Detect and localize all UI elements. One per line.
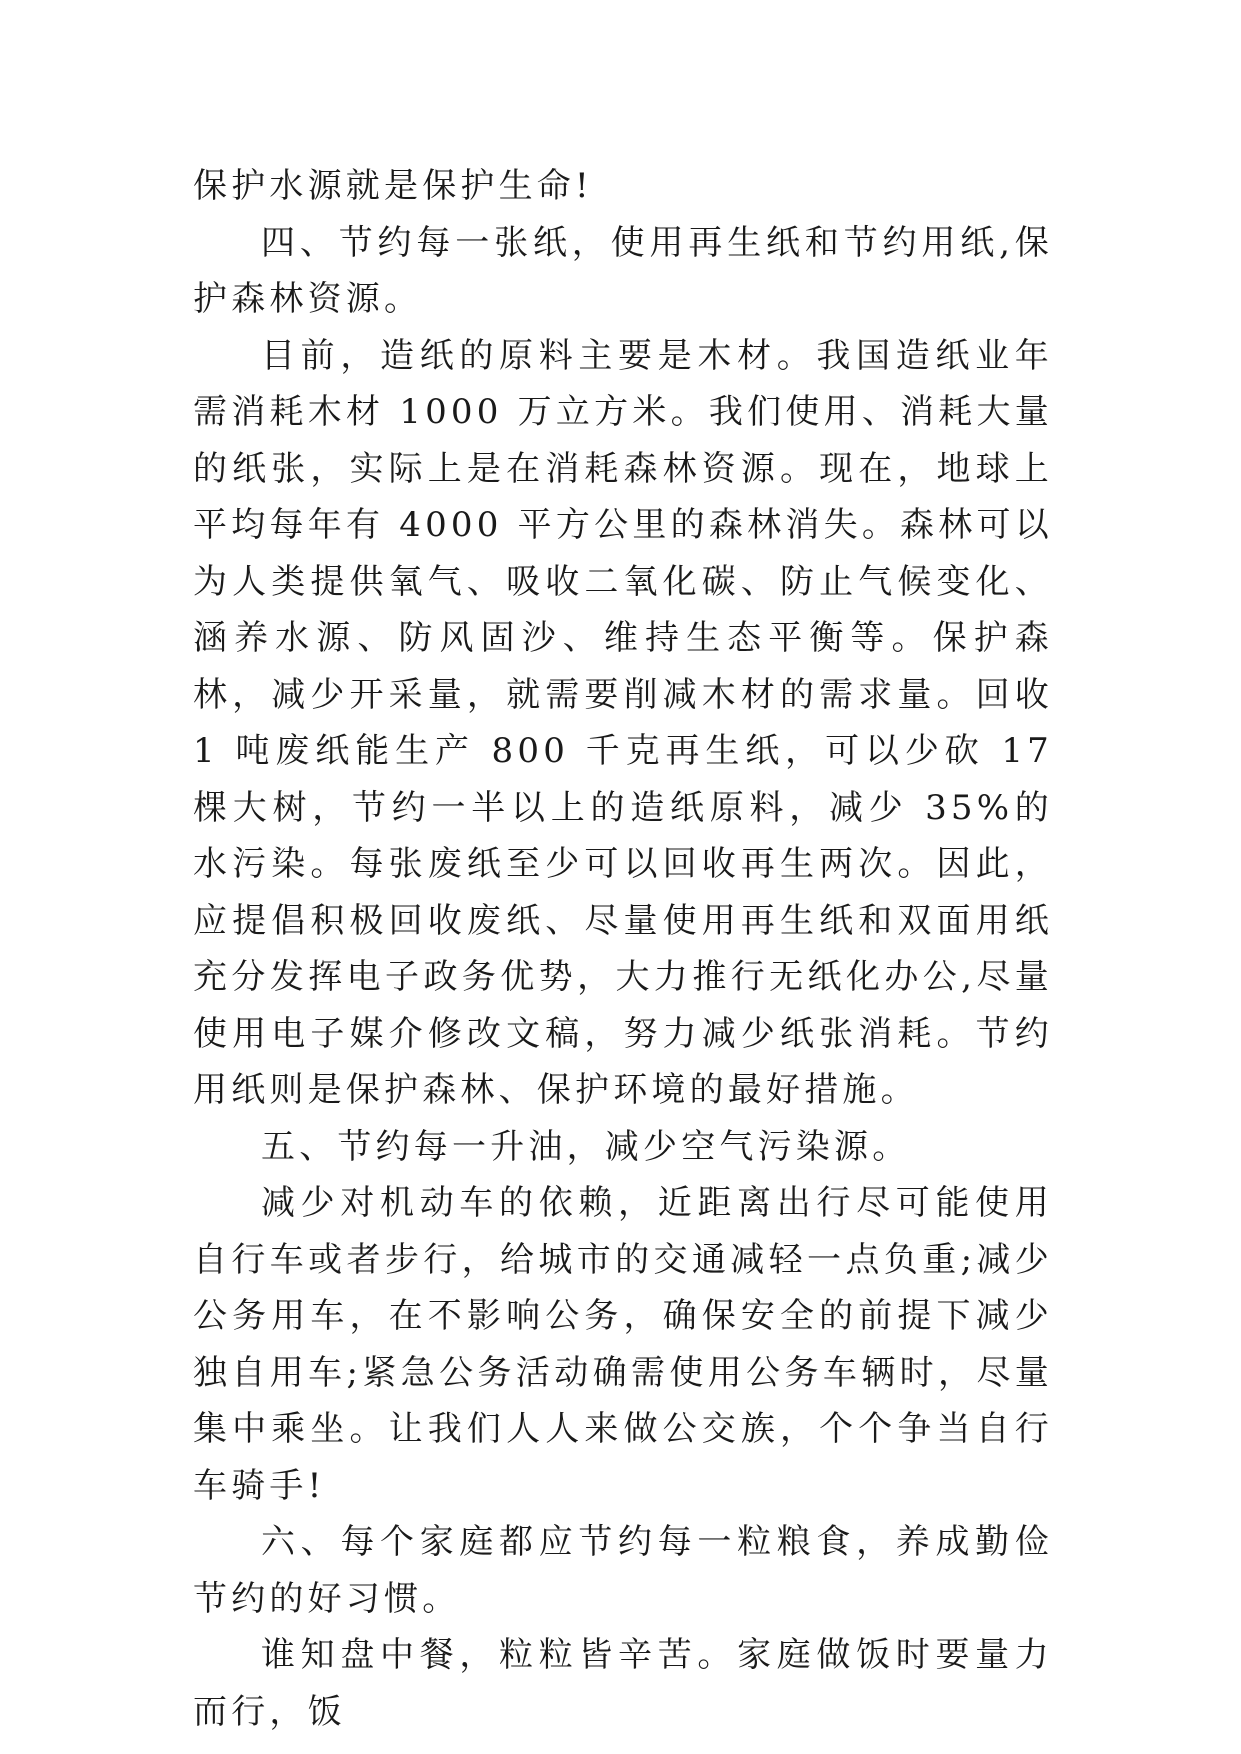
paragraph-continuation: 保护水源就是保护生命! [193, 166, 593, 206]
paragraph-food: 谁知盘中餐，粒粒皆辛苦。家庭做饭时要量力而行，饭 [193, 1635, 1053, 1732]
paragraph-paper-forest: 目前，造纸的原料主要是木材。我国造纸业年需消耗木材 1000 万立方米。我们使用、消耗大量的纸张，实际上是在消耗森林资源。现在，地球上平均每年有 4000 平方公里的森林消失。森林可以为人类提供氧气、吸收二氧化碳、防止气候变化、涵养水源、防风固沙、维持生态平衡等。保护森林，减少开采量，就需要削减木材的需求量。回收 1 吨废纸能生产 800 千克再生纸，可以少砍 17 棵大树，节约一半以上的造纸原料，减少 35%的水污染。每张废纸至少可以回收再生两次。因此，应提倡积极回收废纸、尽量使用再生纸和双面用纸充分发挥电子政务优势，大力推行无纸化办公,尽量使用电子媒介修改文稿，努力减少纸张消耗。节约用纸则是保护森林、保护环境的最好措施。 [193, 335, 1053, 1110]
paragraph-transport: 减少对机动车的依赖，近距离出行尽可能使用自行车或者步行，给城市的交通减轻一点负重;减少公务用车，在不影响公务，确保安全的前提下减少独自用车;紧急公务活动确需使用公务车辆时，尽量集中乘坐。让我们人人来做公交族，个个争当自行车骑手! [193, 1183, 1053, 1506]
heading-five-save-oil: 五、节约每一升油，减少空气污染源。 [261, 1126, 911, 1167]
heading-four-save-paper: 四、节约每一张纸，使用再生纸和节约用纸,保护森林资源。 [193, 222, 1053, 319]
heading-six-save-food: 六、每个家庭都应节约每一粒粮食，养成勤俭节约的好习惯。 [193, 1522, 1053, 1619]
document-body [193, 158, 1053, 1740]
